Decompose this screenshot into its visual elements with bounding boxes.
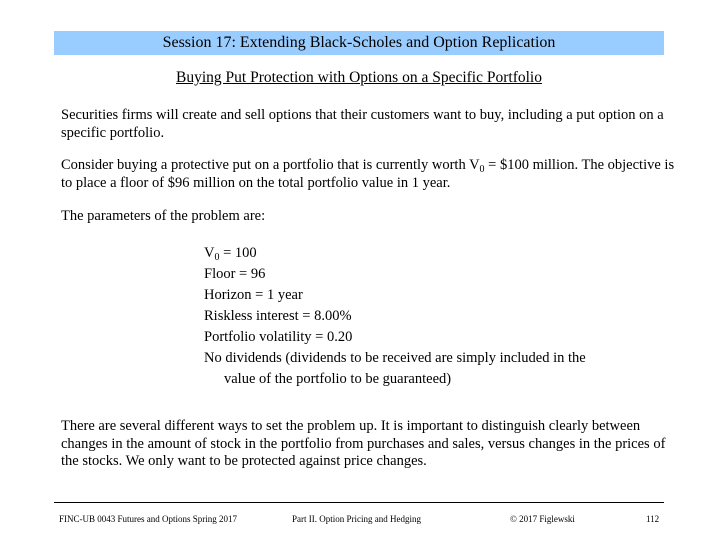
params-intro-paragraph: The parameters of the problem are:	[61, 208, 266, 224]
section-subtitle: Buying Put Protection with Options on a Specific Portfolio	[176, 69, 542, 86]
consider-text-post: = $100 million. The objective is to place a floor of $96 million on the total portfolio value in 1 year.	[61, 157, 675, 191]
footer-copyright: © 2017 Figlewski	[510, 514, 575, 524]
page-title: Session 17: Extending Black-Scholes and Option Replication	[162, 34, 556, 51]
footer-divider	[54, 502, 664, 503]
footer-course: FINC-UB 0043 Futures and Options Spring 2017	[59, 514, 238, 524]
param-v0-value: = 100	[219, 245, 257, 261]
footer-part: Part II. Option Pricing and Hedging	[292, 514, 421, 524]
parameters-list	[204, 243, 674, 390]
param-v0-var: V	[204, 245, 215, 261]
footer-page-number: 112	[646, 514, 660, 524]
param-dividends-line2: value of the portfolio to be guaranteed)	[224, 371, 452, 387]
consider-paragraph	[61, 157, 681, 192]
header-bar	[54, 31, 664, 55]
param-dividends-line1: No dividends (dividends to be received are simply included in the	[204, 350, 586, 366]
consider-text-pre: Consider buying a protective put on a portfolio that is currently worth V	[61, 157, 480, 173]
param-volatility: Portfolio volatility = 0.20	[204, 329, 353, 345]
param-v0	[204, 243, 674, 264]
consider-subscript: 0	[479, 164, 485, 175]
param-floor: Floor = 96	[204, 266, 266, 282]
param-v0-sub: 0	[214, 252, 220, 263]
intro-paragraph: Securities firms will create and sell options that their customers want to buy, including a put option on a specific portfolio.	[61, 107, 664, 141]
closing-paragraph: There are several different ways to set the problem up. It is important to distinguish clearly between changes in the amount of stock in the portfolio from purchases and sales, versus changes in the prices of the stocks. We only want to be protected against price changes.	[61, 418, 666, 469]
param-horizon: Horizon = 1 year	[204, 287, 303, 303]
param-riskless-interest: Riskless interest = 8.00%	[204, 308, 352, 324]
